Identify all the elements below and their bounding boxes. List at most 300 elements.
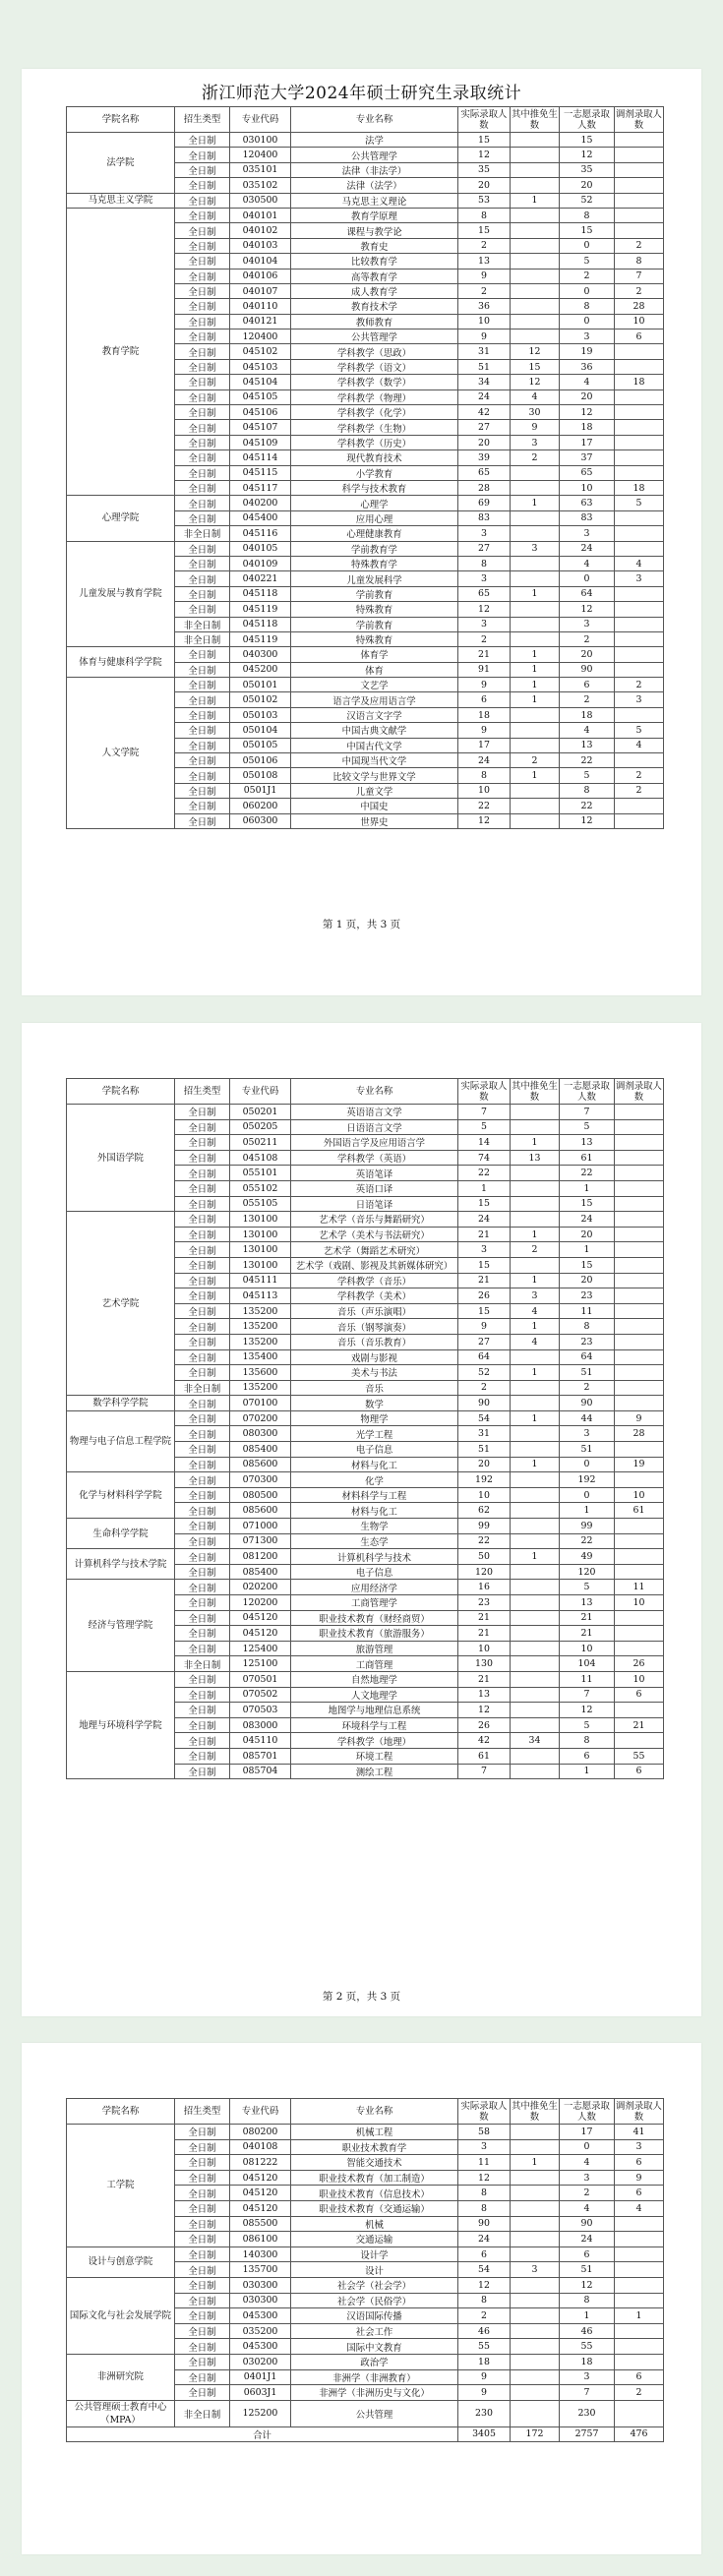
adjusted-cell: 2	[615, 2385, 664, 2401]
admitted-cell: 12	[458, 2277, 511, 2293]
adjusted-cell	[615, 344, 664, 359]
major-cell: 高等教育学	[291, 269, 458, 283]
admitted-cell: 15	[458, 133, 511, 148]
code-cell: 060200	[230, 799, 291, 813]
exempt-cell	[511, 1626, 560, 1642]
first-choice-cell: 5	[560, 768, 615, 783]
major-cell: 工商管理学	[291, 1595, 458, 1611]
type-cell: 非全日制	[175, 526, 230, 541]
first-choice-cell: 18	[560, 420, 615, 435]
code-cell: 040109	[230, 556, 291, 570]
code-cell: 081222	[230, 2155, 291, 2171]
first-choice-cell: 0	[560, 1487, 615, 1503]
admitted-cell: 90	[458, 2216, 511, 2232]
first-choice-cell: 51	[560, 1442, 615, 1458]
adjusted-cell: 1	[615, 2308, 664, 2324]
column-header: 实际录取人数	[458, 2099, 511, 2125]
first-choice-cell: 8	[560, 783, 615, 798]
code-cell: 040105	[230, 541, 291, 556]
major-cell: 职业技术教育（加工制造）	[291, 2170, 458, 2186]
type-cell: 全日制	[175, 208, 230, 222]
major-cell: 学科教学（生物）	[291, 420, 458, 435]
adjusted-cell: 18	[615, 480, 664, 495]
type-cell: 全日制	[175, 1166, 230, 1181]
code-cell: 050101	[230, 678, 291, 692]
exempt-cell	[511, 133, 560, 148]
admitted-cell: 62	[458, 1503, 511, 1519]
first-choice-cell: 11	[560, 1671, 615, 1687]
admitted-cell: 42	[458, 405, 511, 420]
table-row	[67, 1212, 664, 1228]
adjusted-cell	[615, 1196, 664, 1212]
code-cell: 070502	[230, 1687, 291, 1703]
first-choice-cell: 6	[560, 2247, 615, 2262]
type-cell: 全日制	[175, 1227, 230, 1242]
type-cell: 全日制	[175, 2216, 230, 2232]
code-cell: 045114	[230, 450, 291, 465]
exempt-cell	[511, 1717, 560, 1733]
major-cell: 社会学（社会学）	[291, 2277, 458, 2293]
type-cell: 全日制	[175, 753, 230, 768]
first-choice-cell: 4	[560, 556, 615, 570]
first-choice-cell: 18	[560, 707, 615, 722]
adjusted-cell: 2	[615, 783, 664, 798]
first-choice-cell: 20	[560, 389, 615, 404]
code-cell: 045300	[230, 2339, 291, 2355]
exempt-cell	[511, 2247, 560, 2262]
admitted-cell: 61	[458, 1748, 511, 1764]
code-cell: 045118	[230, 617, 291, 631]
exempt-cell	[511, 1564, 560, 1580]
major-cell: 光学工程	[291, 1426, 458, 1442]
first-choice-cell: 0	[560, 2139, 615, 2155]
table-row	[67, 2277, 664, 2293]
type-cell: 非全日制	[175, 2400, 230, 2426]
code-cell: 125400	[230, 1641, 291, 1656]
admitted-cell: 24	[458, 753, 511, 768]
adjusted-cell: 4	[615, 738, 664, 752]
code-cell: 050105	[230, 738, 291, 752]
major-cell: 物理学	[291, 1410, 458, 1426]
type-cell: 全日制	[175, 1519, 230, 1534]
adjusted-cell: 18	[615, 375, 664, 389]
major-cell: 艺术学（音乐与舞蹈研究）	[291, 1212, 458, 1228]
major-cell: 材料与化工	[291, 1457, 458, 1472]
adjusted-cell	[615, 753, 664, 768]
adjusted-cell	[615, 2293, 664, 2308]
adjusted-cell: 55	[615, 1748, 664, 1764]
college-cell: 人文学院	[67, 678, 175, 829]
type-cell: 全日制	[175, 148, 230, 162]
adjusted-cell: 8	[615, 254, 664, 269]
adjusted-cell	[615, 359, 664, 374]
type-cell: 全日制	[175, 1733, 230, 1749]
first-choice-cell: 24	[560, 541, 615, 556]
column-header: 一志愿录取人数	[560, 2099, 615, 2125]
admitted-cell: 51	[458, 1442, 511, 1458]
code-cell: 030300	[230, 2277, 291, 2293]
college-cell: 经济与管理学院	[67, 1580, 175, 1672]
code-cell: 135700	[230, 2262, 291, 2278]
major-cell: 小学教育	[291, 465, 458, 480]
college-cell: 设计与创意学院	[67, 2247, 175, 2277]
major-cell: 设计	[291, 2262, 458, 2278]
type-cell: 全日制	[175, 707, 230, 722]
admitted-cell: 22	[458, 799, 511, 813]
admitted-cell: 9	[458, 678, 511, 692]
major-cell: 学科教学（数学）	[291, 375, 458, 389]
exempt-cell	[511, 1748, 560, 1764]
type-cell: 全日制	[175, 556, 230, 570]
major-cell: 智能交通技术	[291, 2155, 458, 2171]
admitted-cell: 39	[458, 450, 511, 465]
exempt-cell: 1	[511, 1135, 560, 1151]
major-cell: 电子信息	[291, 1564, 458, 1580]
first-choice-cell: 22	[560, 753, 615, 768]
exempt-cell	[511, 2354, 560, 2369]
code-cell: 045300	[230, 2308, 291, 2324]
admitted-cell: 192	[458, 1472, 511, 1488]
admitted-cell: 7	[458, 1764, 511, 1779]
major-cell: 公共管理学	[291, 329, 458, 344]
code-cell: 0501J1	[230, 783, 291, 798]
type-cell: 全日制	[175, 1242, 230, 1258]
type-cell: 非全日制	[175, 617, 230, 631]
code-cell: 050108	[230, 768, 291, 783]
type-cell: 全日制	[175, 283, 230, 298]
admitted-cell: 12	[458, 148, 511, 162]
code-cell: 040101	[230, 208, 291, 222]
exempt-cell	[511, 480, 560, 495]
adjusted-cell: 4	[615, 2200, 664, 2216]
first-choice-cell: 21	[560, 1626, 615, 1642]
type-cell: 全日制	[175, 420, 230, 435]
type-cell: 全日制	[175, 1457, 230, 1472]
admitted-cell: 8	[458, 768, 511, 783]
type-cell: 全日制	[175, 1150, 230, 1166]
major-cell: 学科教学（历史）	[291, 435, 458, 449]
major-cell: 儿童发展科学	[291, 571, 458, 586]
type-cell: 全日制	[175, 541, 230, 556]
code-cell: 071000	[230, 1519, 291, 1534]
exempt-cell	[511, 2216, 560, 2232]
adjusted-cell	[615, 1257, 664, 1273]
adjusted-cell	[615, 1180, 664, 1196]
first-choice-cell: 11	[560, 1303, 615, 1319]
admitted-cell: 83	[458, 510, 511, 525]
type-cell: 全日制	[175, 2277, 230, 2293]
first-choice-cell: 5	[560, 254, 615, 269]
major-cell: 艺术学（美术与书法研究）	[291, 1227, 458, 1242]
admitted-cell: 21	[458, 1610, 511, 1626]
code-cell: 130100	[230, 1257, 291, 1273]
exempt-cell: 2	[511, 1242, 560, 1258]
major-cell: 教育技术学	[291, 299, 458, 314]
adjusted-cell: 41	[615, 2125, 664, 2140]
admitted-cell: 21	[458, 1671, 511, 1687]
adjusted-cell: 2	[615, 768, 664, 783]
type-cell: 全日制	[175, 783, 230, 798]
type-cell: 全日制	[175, 193, 230, 208]
code-cell: 135600	[230, 1365, 291, 1381]
adjusted-cell: 28	[615, 1426, 664, 1442]
first-choice-cell: 24	[560, 2232, 615, 2247]
first-choice-cell: 230	[560, 2400, 615, 2426]
code-cell: 045103	[230, 359, 291, 374]
type-cell: 全日制	[175, 299, 230, 314]
admission-table	[66, 106, 664, 829]
major-cell: 日语笔译	[291, 1196, 458, 1212]
exempt-cell	[511, 283, 560, 298]
type-cell: 全日制	[175, 405, 230, 420]
first-choice-cell: 2	[560, 1380, 615, 1396]
admitted-cell: 21	[458, 1273, 511, 1288]
type-cell: 全日制	[175, 465, 230, 480]
exempt-cell	[511, 238, 560, 253]
code-cell: 081200	[230, 1549, 291, 1565]
adjusted-cell	[615, 1641, 664, 1656]
major-cell: 科学与技术教育	[291, 480, 458, 495]
first-choice-cell: 99	[560, 1519, 615, 1534]
adjusted-cell	[615, 1135, 664, 1151]
major-cell: 材料与化工	[291, 1503, 458, 1519]
type-cell: 全日制	[175, 1641, 230, 1656]
code-cell: 050104	[230, 723, 291, 738]
admitted-cell: 2	[458, 283, 511, 298]
exempt-cell: 15	[511, 359, 560, 374]
major-cell: 公共管理学	[291, 148, 458, 162]
code-cell: 040108	[230, 2139, 291, 2155]
first-choice-cell: 20	[560, 178, 615, 193]
adjusted-cell	[615, 1733, 664, 1749]
admission-table	[66, 2098, 664, 2442]
major-cell: 语言学及应用语言学	[291, 692, 458, 707]
type-cell: 全日制	[175, 1533, 230, 1549]
type-cell: 全日制	[175, 1472, 230, 1488]
admitted-cell: 24	[458, 2232, 511, 2247]
major-cell: 教育学原理	[291, 208, 458, 222]
major-cell: 数学	[291, 1396, 458, 1411]
type-cell: 全日制	[175, 1196, 230, 1212]
admitted-cell: 3	[458, 617, 511, 631]
column-header: 其中推免生数	[512, 1080, 558, 1103]
first-choice-cell: 0	[560, 571, 615, 586]
admitted-cell: 13	[458, 254, 511, 269]
type-cell: 全日制	[175, 254, 230, 269]
major-cell: 学前教育	[291, 617, 458, 631]
exempt-cell	[511, 2339, 560, 2355]
major-cell: 汉语国际传播	[291, 2308, 458, 2324]
admitted-cell: 10	[458, 1641, 511, 1656]
first-choice-cell: 18	[560, 2354, 615, 2369]
major-cell: 成人教育学	[291, 283, 458, 298]
code-cell: 040104	[230, 254, 291, 269]
admitted-cell: 9	[458, 2369, 511, 2385]
first-choice-cell: 20	[560, 647, 615, 662]
page-number: 第 2 页，共 3 页	[322, 1991, 401, 2003]
type-cell: 全日制	[175, 1119, 230, 1135]
admitted-cell: 54	[458, 1410, 511, 1426]
first-choice-cell: 0	[560, 314, 615, 329]
adjusted-cell: 11	[615, 1580, 664, 1595]
type-cell: 全日制	[175, 329, 230, 344]
type-cell: 全日制	[175, 1273, 230, 1288]
table-row	[67, 1549, 664, 1565]
major-cell: 地图学与地理信息系统	[291, 1703, 458, 1718]
code-cell: 055102	[230, 1180, 291, 1196]
major-cell: 职业技术教育学	[291, 2139, 458, 2155]
type-cell: 全日制	[175, 1610, 230, 1626]
admitted-cell: 23	[458, 1595, 511, 1611]
code-cell: 040107	[230, 283, 291, 298]
admitted-cell: 65	[458, 586, 511, 601]
type-cell: 全日制	[175, 662, 230, 677]
major-cell: 外国语言学及应用语言学	[291, 1135, 458, 1151]
code-cell: 120400	[230, 148, 291, 162]
exempt-cell	[511, 314, 560, 329]
page-2	[22, 1023, 701, 2016]
code-cell: 050102	[230, 692, 291, 707]
adjusted-cell	[615, 2262, 664, 2278]
type-cell: 全日制	[175, 2200, 230, 2216]
admitted-cell: 3	[458, 1242, 511, 1258]
exempt-cell: 3	[511, 435, 560, 449]
table-row	[67, 1410, 664, 1426]
code-cell: 120200	[230, 1595, 291, 1611]
adjusted-cell	[615, 2232, 664, 2247]
college-cell: 马克思主义学院	[67, 193, 175, 208]
admitted-cell: 2	[458, 1380, 511, 1396]
major-cell: 世界史	[291, 813, 458, 828]
first-choice-cell: 17	[560, 435, 615, 449]
admitted-cell: 21	[458, 1227, 511, 1242]
adjusted-cell: 6	[615, 1687, 664, 1703]
major-cell: 体育学	[291, 647, 458, 662]
type-cell: 非全日制	[175, 1380, 230, 1396]
type-cell: 全日制	[175, 1334, 230, 1349]
first-choice-cell: 15	[560, 1196, 615, 1212]
code-cell: 125100	[230, 1656, 291, 1672]
column-header: 专业代码	[230, 107, 291, 133]
admitted-cell: 16	[458, 1580, 511, 1595]
first-choice-cell: 63	[560, 496, 615, 510]
column-header: 一志愿录取人数	[560, 1079, 615, 1105]
major-cell: 材料科学与工程	[291, 1487, 458, 1503]
type-cell: 全日制	[175, 1442, 230, 1458]
admitted-cell: 10	[458, 314, 511, 329]
first-choice-cell: 1	[560, 1503, 615, 1519]
code-cell: 135400	[230, 1349, 291, 1365]
admitted-cell: 18	[458, 707, 511, 722]
first-choice-cell: 36	[560, 359, 615, 374]
major-cell: 学前教育学	[291, 541, 458, 556]
major-cell: 音乐（音乐教育）	[291, 1334, 458, 1349]
first-choice-cell: 12	[560, 2277, 615, 2293]
adjusted-cell	[615, 1227, 664, 1242]
type-cell: 全日制	[175, 1212, 230, 1228]
exempt-cell	[511, 1349, 560, 1365]
exempt-cell	[511, 208, 560, 222]
code-cell: 083000	[230, 1717, 291, 1733]
major-cell: 应用经济学	[291, 1580, 458, 1595]
first-choice-cell: 24	[560, 1212, 615, 1228]
adjusted-cell	[615, 1334, 664, 1349]
type-cell: 全日制	[175, 2385, 230, 2401]
exempt-cell: 13	[511, 1150, 560, 1166]
major-cell: 儿童文学	[291, 783, 458, 798]
exempt-cell	[511, 1426, 560, 1442]
table-row	[67, 208, 664, 222]
exempt-cell	[511, 465, 560, 480]
first-choice-cell: 12	[560, 602, 615, 617]
type-cell: 全日制	[175, 2308, 230, 2324]
column-header: 其中推免生数	[512, 108, 558, 131]
first-choice-cell: 15	[560, 1257, 615, 1273]
exempt-cell	[511, 2323, 560, 2339]
type-cell: 全日制	[175, 678, 230, 692]
first-choice-cell: 0	[560, 238, 615, 253]
type-cell: 全日制	[175, 2155, 230, 2171]
code-cell: 030500	[230, 193, 291, 208]
admitted-cell: 10	[458, 783, 511, 798]
exempt-cell	[511, 510, 560, 525]
code-cell: 050106	[230, 753, 291, 768]
adjusted-cell: 6	[615, 2369, 664, 2385]
major-cell: 非洲学（非洲历史与文化）	[291, 2385, 458, 2401]
table-row	[67, 1396, 664, 1411]
page-1	[22, 69, 701, 995]
column-header: 专业代码	[230, 1079, 291, 1105]
exempt-cell	[511, 148, 560, 162]
major-cell: 生态学	[291, 1533, 458, 1549]
code-cell: 080300	[230, 1426, 291, 1442]
code-cell: 130100	[230, 1212, 291, 1228]
major-cell: 机械工程	[291, 2125, 458, 2140]
major-cell: 心理学	[291, 496, 458, 510]
code-cell: 035101	[230, 162, 291, 177]
admitted-cell: 17	[458, 738, 511, 752]
first-choice-cell: 20	[560, 1227, 615, 1242]
major-cell: 测绘工程	[291, 1764, 458, 1779]
table-row	[67, 678, 664, 692]
type-cell: 全日制	[175, 1180, 230, 1196]
adjusted-cell	[615, 1150, 664, 1166]
code-cell: 125200	[230, 2400, 291, 2426]
type-cell: 全日制	[175, 1580, 230, 1595]
first-choice-cell: 15	[560, 223, 615, 238]
admitted-cell: 28	[458, 480, 511, 495]
type-cell: 全日制	[175, 1595, 230, 1611]
exempt-cell: 1	[511, 1457, 560, 1472]
admitted-cell: 64	[458, 1349, 511, 1365]
first-choice-cell: 3	[560, 2170, 615, 2186]
exempt-cell	[511, 2308, 560, 2324]
admitted-cell: 10	[458, 1487, 511, 1503]
exempt-cell	[511, 254, 560, 269]
major-cell: 音乐（声乐演唱）	[291, 1303, 458, 1319]
total-value: 3405	[458, 2426, 511, 2442]
type-cell: 全日制	[175, 1487, 230, 1503]
admitted-cell: 12	[458, 2170, 511, 2186]
code-cell: 085704	[230, 1764, 291, 1779]
type-cell: 全日制	[175, 359, 230, 374]
type-cell: 全日制	[175, 1717, 230, 1733]
first-choice-cell: 3	[560, 526, 615, 541]
type-cell: 全日制	[175, 1135, 230, 1151]
adjusted-cell	[615, 223, 664, 238]
admitted-cell: 27	[458, 420, 511, 435]
exempt-cell	[511, 1105, 560, 1120]
